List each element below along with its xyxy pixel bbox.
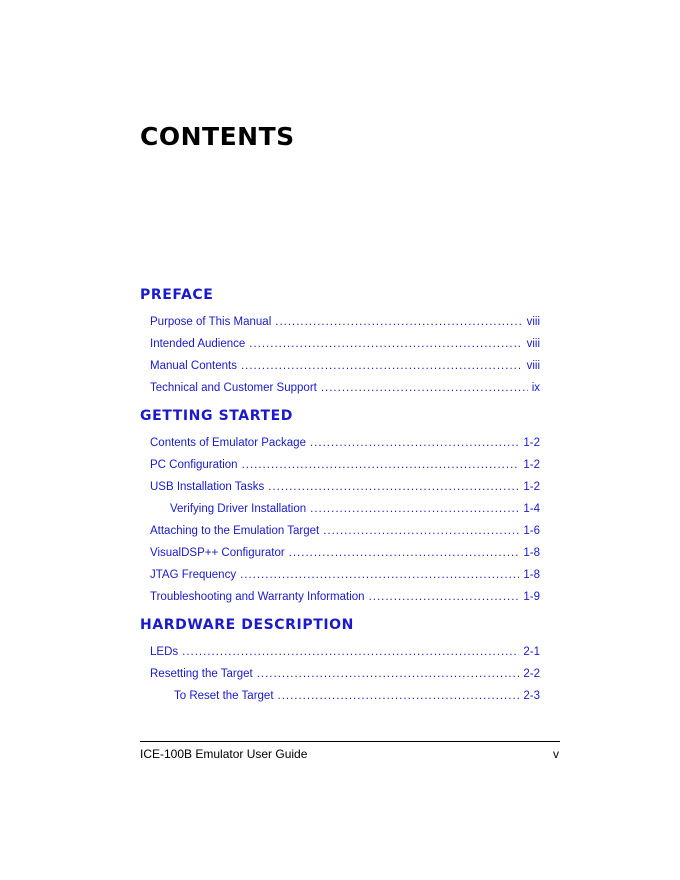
toc-entry-list [140, 427, 540, 608]
toc-entry-link[interactable] [140, 641, 540, 663]
dot-leader [249, 333, 522, 355]
toc-section-heading[interactable]: HARDWARE DESCRIPTION [140, 617, 354, 633]
toc-section [140, 405, 540, 608]
dot-leader [241, 355, 523, 377]
footer-page-number: v [553, 747, 559, 761]
toc-entry-link[interactable] [140, 586, 540, 608]
dot-leader [268, 476, 519, 498]
toc-entry-page-number: 1-9 [523, 591, 540, 603]
toc-entry-link[interactable] [140, 663, 540, 685]
toc-entry-page-number: 1-2 [523, 437, 540, 449]
toc-entry-page-number: viii [526, 360, 540, 372]
toc-entry-page-number: 1-4 [523, 503, 540, 515]
table-of-contents [140, 284, 540, 713]
dot-leader [323, 520, 519, 542]
toc-entry-page-number: 2-1 [523, 646, 540, 658]
dot-leader [275, 311, 522, 333]
toc-entry-link[interactable] [140, 454, 540, 476]
toc-entry-title: Manual Contents [150, 360, 237, 372]
toc-entry-link[interactable] [140, 520, 540, 542]
dot-leader [257, 663, 520, 685]
toc-entry-title: Troubleshooting and Warranty Information [150, 591, 365, 603]
toc-entry-link[interactable] [140, 432, 540, 454]
toc-entry-page-number: 1-2 [523, 481, 540, 493]
dot-leader [321, 377, 528, 399]
toc-entry-page-number: 1-8 [523, 547, 540, 559]
toc-entry-title: Purpose of This Manual [150, 316, 272, 328]
toc-entry-page-number: viii [526, 338, 540, 350]
toc-entry-link[interactable] [140, 377, 540, 399]
dot-leader [182, 641, 519, 663]
toc-entry-page-number: 1-2 [523, 459, 540, 471]
toc-entry-title: Resetting the Target [150, 668, 253, 680]
toc-entry-title: Technical and Customer Support [150, 382, 317, 394]
dot-leader [242, 454, 520, 476]
footer-document-title: ICE-100B Emulator User Guide [140, 747, 308, 761]
toc-section [140, 614, 540, 707]
footer-divider [140, 741, 560, 742]
toc-entry-page-number: ix [531, 382, 540, 394]
toc-entry-page-number: 1-6 [523, 525, 540, 537]
toc-entry-title: PC Configuration [150, 459, 238, 471]
toc-entry-page-number: 1-8 [523, 569, 540, 581]
dot-leader [369, 586, 520, 608]
toc-entry-title: Intended Audience [150, 338, 246, 350]
toc-entry-list [140, 306, 540, 399]
dot-leader [278, 685, 520, 707]
toc-entry-title: USB Installation Tasks [150, 481, 265, 493]
toc-entry-link[interactable] [140, 498, 540, 520]
toc-entry-title: VisualDSP++ Configurator [150, 547, 285, 559]
toc-entry-title: Verifying Driver Installation [170, 503, 307, 515]
toc-entry-page-number: viii [526, 316, 540, 328]
toc-entry-link[interactable] [140, 685, 540, 707]
toc-entry-link[interactable] [140, 542, 540, 564]
toc-section-heading[interactable]: PREFACE [140, 287, 214, 303]
toc-entry-link[interactable] [140, 564, 540, 586]
toc-entry-link[interactable] [140, 311, 540, 333]
toc-section [140, 284, 540, 399]
dot-leader [310, 498, 519, 520]
toc-entry-title: Contents of Emulator Package [150, 437, 306, 449]
toc-entry-title: LEDs [150, 646, 179, 658]
toc-entry-title: Attaching to the Emulation Target [150, 525, 320, 537]
toc-entry-link[interactable] [140, 476, 540, 498]
dot-leader [310, 432, 519, 454]
toc-entry-title: JTAG Frequency [150, 569, 237, 581]
dot-leader [289, 542, 520, 564]
toc-section-heading[interactable]: GETTING STARTED [140, 408, 294, 424]
toc-entry-page-number: 2-3 [523, 690, 540, 702]
page-title: CONTENTS [140, 122, 295, 151]
toc-entry-link[interactable] [140, 333, 540, 355]
toc-entry-page-number: 2-2 [523, 668, 540, 680]
toc-entry-link[interactable] [140, 355, 540, 377]
toc-entry-list [140, 636, 540, 707]
toc-entry-title: To Reset the Target [174, 690, 274, 702]
dot-leader [240, 564, 519, 586]
